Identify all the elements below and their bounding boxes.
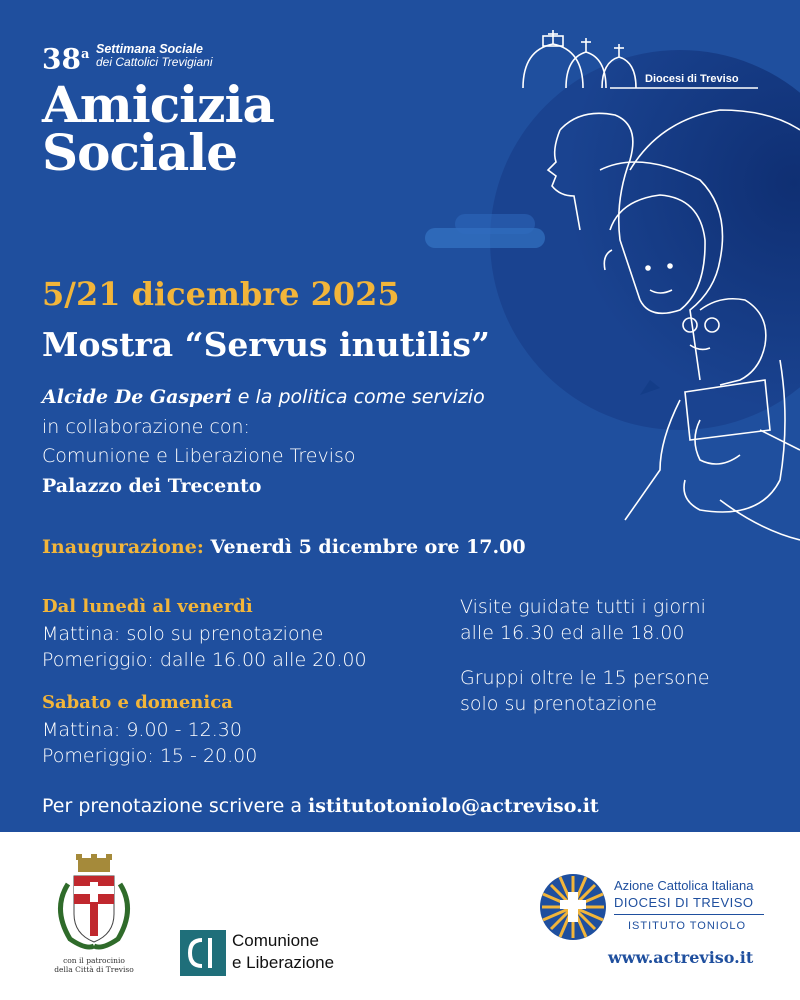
diocese-label: Diocesi di Treviso xyxy=(645,73,739,85)
weekend-heading: Sabato e domenica xyxy=(42,692,233,713)
footer xyxy=(0,832,800,1000)
edition-number: 38$^a$ xyxy=(42,42,90,76)
venue: Palazzo dei Trecento xyxy=(42,475,262,497)
edition-line2: dei Cattolici Trevigiani xyxy=(96,55,213,69)
treviso-coat-of-arms-icon xyxy=(46,854,142,954)
event-dates: 5/21 dicembre 2025 xyxy=(42,275,400,313)
exhibition-title: Mostra “Servus inutilis” xyxy=(42,325,490,364)
edition-line1: Settimana Sociale xyxy=(96,42,203,56)
weekend-afternoon: Pomeriggio: 15 - 20.00 xyxy=(42,745,258,767)
cl-name: Comunione e Liberazione xyxy=(232,931,335,972)
weekend-morning: Mattina: 9.00 - 12.30 xyxy=(42,719,242,741)
ac-line3: ISTITUTO TONIOLO xyxy=(628,920,747,932)
patronage-text: con il patrocinio della Città di Treviso xyxy=(54,956,134,974)
collab-org: Comunione e Liberazione Treviso xyxy=(42,445,356,467)
booking-line: Per prenotazione scrivere a istitutotoniolo@actreviso.it xyxy=(42,795,599,817)
groups-line2: solo su prenotazione xyxy=(460,693,657,715)
booking-email[interactable]: istitutotoniolo@actreviso.it xyxy=(308,795,599,817)
title-line1: Amicizia xyxy=(42,75,274,134)
ac-divider xyxy=(614,914,764,915)
website-link[interactable]: www.actreviso.it xyxy=(608,948,754,967)
ac-line2: DIOCESI DI TREVISO xyxy=(614,895,754,910)
tours-line2: alle 16.30 ed alle 18.00 xyxy=(460,622,685,644)
collab-line: in collaborazione con: xyxy=(42,416,250,438)
groups-line1: Gruppi oltre le 15 persone xyxy=(460,667,710,689)
azione-cattolica-logo-icon xyxy=(538,872,608,942)
weekdays-afternoon: Pomeriggio: dalle 16.00 alle 20.00 xyxy=(42,649,367,671)
cl-logo-icon xyxy=(180,930,226,976)
inauguration: Inaugurazione: Venerdì 5 dicembre ore 17.00 xyxy=(42,536,526,558)
exhibition-subtitle: Alcide De Gasperi e la politica come servizio xyxy=(42,386,485,408)
tours-line1: Visite guidate tutti i giorni xyxy=(460,596,706,618)
title-line2: Sociale xyxy=(42,123,238,182)
weekdays-heading: Dal lunedì al venerdì xyxy=(42,596,253,617)
ac-line1: Azione Cattolica Italiana xyxy=(614,878,754,893)
weekdays-morning: Mattina: solo su prenotazione xyxy=(42,623,324,645)
